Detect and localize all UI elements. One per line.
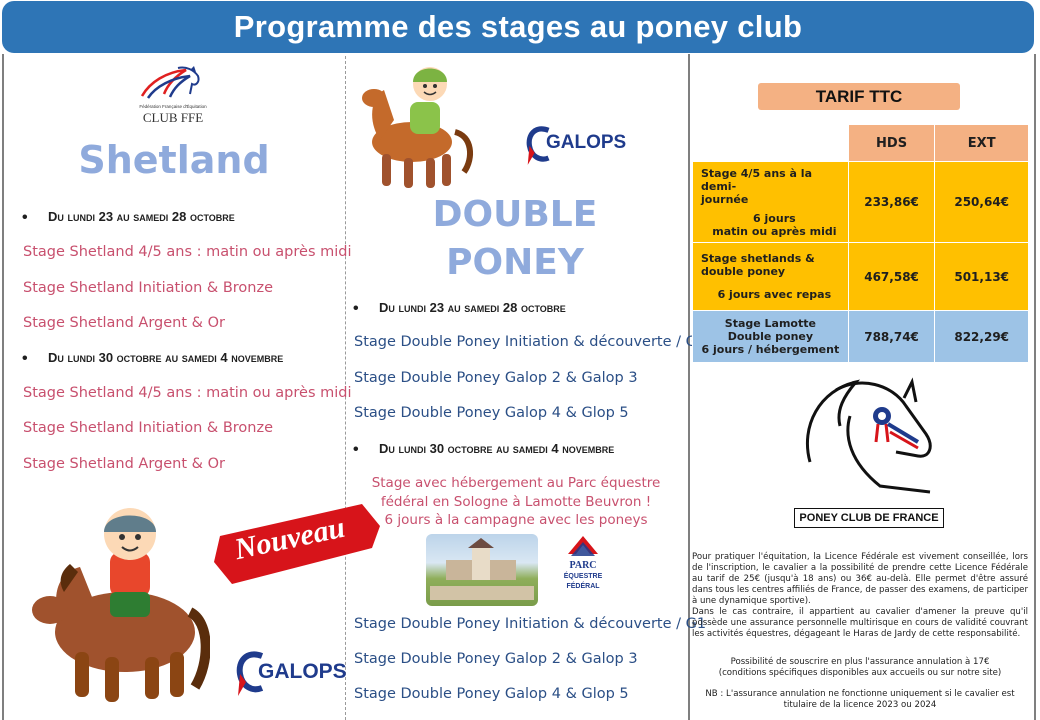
- parc-photo: [426, 534, 538, 606]
- list-item: Stage Double Poney Galop 2 & Galop 3: [354, 651, 638, 667]
- special-stage-line: fédéral en Sologne à Lamotte Beuvron !: [380, 494, 652, 510]
- period-heading: • Du lundi 30 octobre au samedi 4 novembre: [22, 350, 284, 367]
- list-item: Stage Double Poney Initiation & découverte / G1: [354, 616, 707, 632]
- parc-equestre-logo: [560, 530, 606, 606]
- price-hds: 233,86€: [848, 162, 935, 243]
- column-header-hds: HDS: [848, 125, 935, 162]
- legal-text: (conditions spécifiques disponibles aux accueils ou sur notre site): [718, 668, 1002, 678]
- page-title: Programme des stages au poney club: [233, 9, 803, 44]
- galops-logo: [526, 120, 626, 172]
- poney-club-label: PONEY CLUB DE FRANCE: [794, 508, 944, 528]
- ffe-small-text: Fédération Française d'Équitation: [139, 104, 207, 109]
- list-item: Stage Shetland Argent & Or: [23, 456, 225, 472]
- row-label: Stage Lamotte Double poney 6 jours / hébergement: [693, 311, 849, 363]
- list-item: Stage Double Poney Galop 4 & Glop 5: [354, 405, 629, 421]
- ffe-horse-icon: [128, 64, 218, 106]
- kid-pony-illustration: [360, 62, 480, 190]
- parc-logo-icon: [568, 534, 598, 556]
- list-item: Stage Shetland Initiation & Bronze: [23, 420, 274, 436]
- legal-text: NB : L'assurance annulation ne fonctionne uniquement si le cavalier est: [705, 689, 1015, 699]
- period-heading: • Du lundi 30 octobre au samedi 4 novembre: [353, 441, 615, 458]
- column-header-ext: EXT: [935, 125, 1029, 162]
- pony-head-icon: [800, 376, 942, 498]
- double-poney-title-line2: PONEY: [446, 242, 584, 283]
- legal-text: titulaire de la licence 2023 ou 2024: [783, 700, 937, 710]
- legal-text: Possibilité de souscrire en plus l'assurance annulation à 17€: [730, 657, 990, 667]
- row-label: Stage shetlands & double poney 6 jours avec repas: [693, 243, 849, 311]
- price-ext: 822,29€: [935, 311, 1029, 363]
- poney-club-logo: [800, 376, 942, 498]
- table-row: [693, 162, 1029, 243]
- legal-text: Pour pratiquer l'équitation, la Licence Fédérale est vivement conseillée, lors de l'inscription, le cavalier a la possibilité de prendre cette Licence Fédérale au tarif de 25€ (jusqu'à 18 ans) ou 36€ au-delà. Elle permet d'être assuré dans tous les centres affiliés de France, de passer des examens, de participer à une dynamique sportive).: [692, 552, 1028, 606]
- tarif-table: [692, 124, 1029, 363]
- header-banner: [2, 1, 1034, 53]
- period-heading: • Du lundi 23 au samedi 28 octobre: [22, 209, 235, 226]
- period-heading: • Du lundi 23 au samedi 28 octobre: [353, 300, 566, 317]
- list-item: Stage Double Poney Galop 4 & Glop 5: [354, 686, 629, 702]
- special-stage-line: Stage avec hébergement au Parc équestre: [371, 475, 661, 491]
- club-ffe-logo: [128, 64, 218, 128]
- price-hds: 467,58€: [848, 243, 935, 311]
- galops-logo: [236, 646, 347, 702]
- table-row: [693, 311, 1029, 363]
- parc-logo-text: FÉDÉRAL: [566, 583, 600, 590]
- price-ext: 501,13€: [935, 243, 1029, 311]
- tarif-title: TARIF TTC: [758, 83, 960, 110]
- galops-text: GALOPS: [258, 660, 347, 683]
- shetland-title: Shetland: [78, 138, 270, 182]
- club-ffe-text: CLUB FFE: [142, 110, 204, 125]
- list-item: Stage Shetland 4/5 ans : matin ou après midi: [23, 385, 352, 401]
- double-poney-title-line1: DOUBLE: [432, 194, 598, 235]
- nouveau-label: Nouveau: [231, 510, 348, 567]
- table-row: [693, 243, 1029, 311]
- parc-logo-text: PARC: [569, 560, 597, 571]
- price-hds: 788,74€: [848, 311, 935, 363]
- list-item: Stage Double Poney Galop 2 & Galop 3: [354, 370, 638, 386]
- special-stage-line: 6 jours à la campagne avec les poneys: [384, 512, 648, 528]
- list-item: Stage Shetland Initiation & Bronze: [23, 280, 274, 296]
- row-label: Stage 4/5 ans à la demi- journée 6 jours matin ou après midi: [693, 162, 849, 243]
- left-border: [2, 54, 4, 720]
- list-item: Stage Shetland Argent & Or: [23, 315, 225, 331]
- price-ext: 250,64€: [935, 162, 1029, 243]
- legal-text: Dans le cas contraire, il appartient au cavalier d'amener la preuve qu'il possède une assurance personnelle multirisque en cours de validité couvrant les activités équestres, dégageant le Haras de Jardy de cette responsabilité.: [692, 607, 1028, 639]
- boy-pony-illustration: [30, 502, 210, 712]
- list-item: Stage Double Poney Initiation & découverte / G1: [354, 334, 707, 350]
- galops-text: GALOPS: [546, 132, 627, 153]
- parc-logo-text: ÉQUESTRE: [563, 573, 603, 580]
- right-border: [1034, 54, 1036, 720]
- list-item: Stage Shetland 4/5 ans : matin ou après midi: [23, 244, 352, 260]
